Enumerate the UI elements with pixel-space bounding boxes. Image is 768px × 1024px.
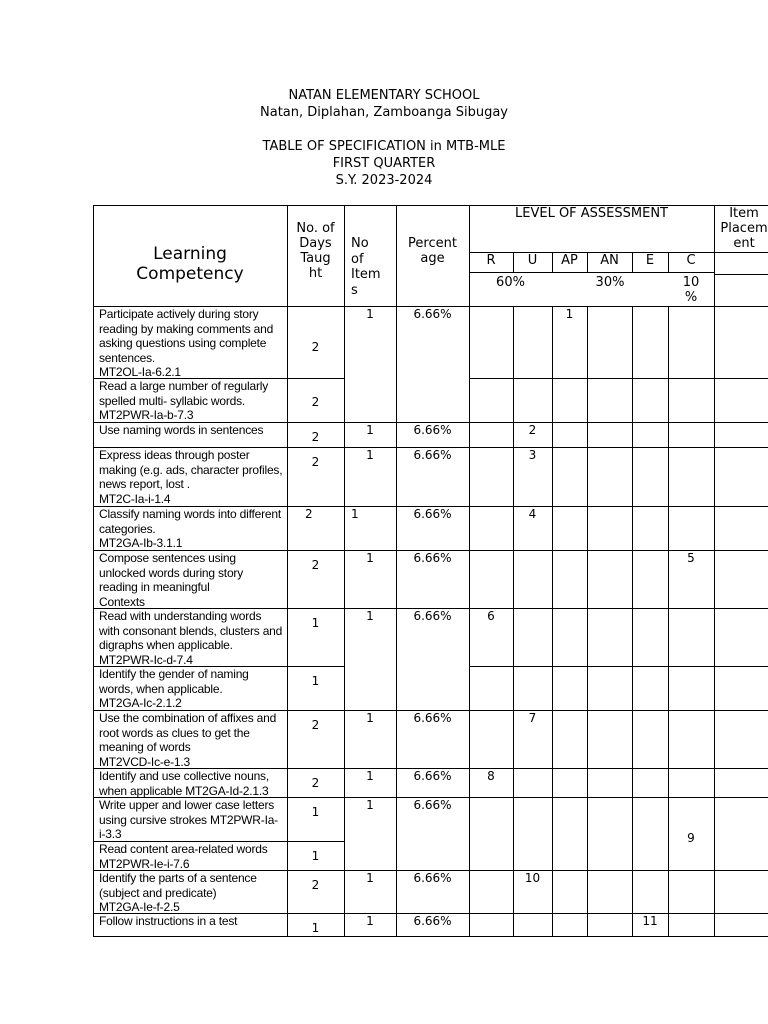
table-grid-line <box>469 447 513 448</box>
table-grid-line <box>632 797 633 842</box>
table-grid-line <box>552 422 553 448</box>
days-cell: 1 <box>311 674 320 688</box>
competency-cell: Identify the gender of naming words, when applicable. MT2GA-Ic-2.1.2 <box>99 667 249 710</box>
table-grid-line <box>513 550 552 551</box>
level-r-header: R <box>486 253 496 268</box>
level-ap-header: AP <box>561 253 578 268</box>
school-address: Natan, Diplahan, Zamboanga Sibugay <box>260 105 508 120</box>
days-cell: 2 <box>311 395 320 409</box>
table-grid-line <box>287 797 344 798</box>
table-grid-line <box>632 422 633 448</box>
weight-remember-understand: 60% <box>496 275 525 290</box>
table-grid-line <box>287 666 344 667</box>
table-grid-line <box>668 506 669 551</box>
table-grid-line <box>632 447 668 448</box>
table-grid-line <box>552 608 587 609</box>
level-an-header: AN <box>600 253 619 268</box>
table-grid-line <box>587 608 588 667</box>
table-grid-line <box>587 666 588 711</box>
days-cell: 2 <box>311 455 320 469</box>
percent-header: Percent age <box>408 236 457 266</box>
items-cell: 1 <box>366 423 374 437</box>
competency-cell: Read content area-related words MT2PWR-Ie-i-7.6 <box>99 842 268 871</box>
percent-cell: 6.66% <box>413 871 452 885</box>
table-grid-line <box>552 447 553 507</box>
table-grid-line <box>287 608 344 609</box>
table-grid-line <box>93 936 768 937</box>
table-grid-line <box>552 378 587 379</box>
items-cell: 1 <box>366 769 374 783</box>
table-grid-line <box>668 447 714 448</box>
table-grid-line <box>587 422 632 423</box>
table-grid-line <box>552 378 553 423</box>
table-grid-line <box>469 870 513 871</box>
level-u-cell: 3 <box>528 448 537 462</box>
table-grid-line <box>587 422 588 448</box>
table-grid-line <box>513 378 552 379</box>
table-grid-line <box>632 608 633 667</box>
weight-apply-analyze: 30% <box>595 275 625 290</box>
table-grid-line <box>632 378 668 379</box>
table-grid-line <box>714 205 715 937</box>
table-grid-line <box>587 550 632 551</box>
table-grid-line <box>714 550 768 551</box>
table-grid-line <box>552 913 553 937</box>
level-c-header: C <box>686 253 696 268</box>
table-grid-line <box>632 608 668 609</box>
competency-cell: Participate actively during story reading by making comments and asking questions using complete sentences. MT2OL-Ia-6.2.1 <box>99 307 274 379</box>
table-grid-line <box>287 841 344 842</box>
days-cell: 2 <box>311 776 320 790</box>
table-grid-line <box>632 422 668 423</box>
percent-cell: 6.66% <box>413 769 452 783</box>
items-cell: 1 <box>366 609 374 623</box>
table-grid-line <box>587 447 632 448</box>
level-e-cell: 11 <box>642 914 658 928</box>
table-grid-line <box>287 378 344 379</box>
table-grid-line <box>587 870 588 914</box>
table-grid-line <box>587 378 632 379</box>
level-u-cell: 10 <box>524 871 541 885</box>
percent-cell: 6.66% <box>413 423 452 437</box>
table-grid-line <box>287 768 344 769</box>
table-grid-line <box>632 768 633 798</box>
percent-cell: 6.66% <box>413 307 452 321</box>
table-grid-line <box>632 870 668 871</box>
table-grid-line <box>587 506 632 507</box>
table-grid-line <box>587 378 588 423</box>
table-grid-line <box>469 506 513 507</box>
percent-cell: 6.66% <box>413 798 452 812</box>
days-cell: 2 <box>311 878 320 892</box>
table-grid-line <box>552 710 587 711</box>
table-grid-line <box>552 447 587 448</box>
percent-cell: 6.66% <box>413 609 452 623</box>
days-cell: 2 <box>311 718 320 732</box>
table-grid-line <box>668 506 714 507</box>
level-header: LEVEL OF ASSESSMENT <box>515 206 668 221</box>
table-grid-line <box>632 447 633 507</box>
table-grid-line <box>668 710 714 711</box>
level-u-cell: 4 <box>528 507 537 521</box>
table-grid-line <box>714 422 768 423</box>
table-grid-line <box>668 608 714 609</box>
table-grid-line <box>632 797 668 798</box>
table-grid-line <box>587 913 632 914</box>
items-cell: 1 <box>366 551 374 565</box>
table-grid-line <box>668 841 669 871</box>
competency-cell: Express ideas through poster making (e.g. ads, character profiles, news report, lost . MT2C-Ia-i-1.4 <box>99 448 283 506</box>
level-u-cell: 7 <box>528 711 537 725</box>
table-grid-line <box>632 378 633 423</box>
table-grid-line <box>668 666 714 667</box>
table-grid-line <box>552 797 587 798</box>
table-grid-line <box>469 272 714 273</box>
table-grid-line <box>668 378 714 379</box>
competency-header: Learning Competency <box>136 244 244 284</box>
level-c-cell: 5 <box>687 551 695 565</box>
days-cell: 1 <box>311 616 320 630</box>
table-grid-line <box>714 447 768 448</box>
table-grid-line <box>668 797 714 798</box>
table-grid-line <box>587 710 632 711</box>
items-cell: 1 <box>366 798 374 812</box>
level-r-cell: 6 <box>487 609 495 623</box>
table-grid-line <box>552 841 553 871</box>
school-year: S.Y. 2023-2024 <box>335 173 433 188</box>
percent-cell: 6.66% <box>413 448 452 462</box>
table-grid-line <box>587 841 588 871</box>
table-grid-line <box>632 550 633 609</box>
days-cell: 2 <box>311 340 320 354</box>
table-grid-line <box>632 666 633 711</box>
competency-cell: Compose sentences using unlocked words during story reading in meaningful Contexts <box>99 551 244 609</box>
table-grid-line <box>587 506 588 551</box>
table-grid-line <box>469 378 513 379</box>
table-grid-line <box>513 608 552 609</box>
items-cell: 1 <box>366 307 374 321</box>
table-grid-line <box>552 422 587 423</box>
table-grid-line <box>714 378 768 379</box>
table-grid-line <box>513 797 552 798</box>
table-grid-line <box>632 710 633 769</box>
table-grid-line <box>632 306 633 379</box>
table-grid-line <box>587 666 632 667</box>
table-grid-line <box>552 550 553 609</box>
table-grid-line <box>552 768 553 798</box>
level-ap-cell: 1 <box>565 307 574 321</box>
placement-header: Item Placem ent <box>720 206 768 251</box>
table-grid-line <box>668 870 669 914</box>
days-header: No. of Days Taug ht <box>296 221 335 281</box>
table-grid-line <box>552 506 553 551</box>
level-u-header: U <box>527 253 538 268</box>
competency-cell: Use the combination of affixes and root words as clues to get the meaning of words MT2VCD-Ic-e-1.3 <box>99 711 277 769</box>
items-cell: 1 <box>351 507 359 521</box>
table-grid-line <box>632 550 668 551</box>
table-grid-line <box>714 797 768 798</box>
table-grid-line <box>668 768 714 769</box>
table-grid-line <box>714 710 768 711</box>
table-grid-line <box>668 447 669 507</box>
table-grid-line <box>287 710 344 711</box>
table-grid-line <box>587 608 632 609</box>
table-grid-line <box>287 550 344 551</box>
level-u-cell: 2 <box>528 423 537 437</box>
days-cell: 1 <box>311 921 320 935</box>
table-grid-line <box>513 797 514 842</box>
table-grid-line <box>714 506 768 507</box>
percent-cell: 6.66% <box>413 551 452 565</box>
table-grid-line <box>714 252 768 253</box>
table-grid-line <box>587 550 588 609</box>
table-grid-line <box>513 608 514 667</box>
level-r-cell: 8 <box>487 769 495 783</box>
days-cell: 1 <box>311 849 320 863</box>
table-grid-line <box>513 666 514 711</box>
quarter-label: FIRST QUARTER <box>332 156 436 171</box>
table-grid-line <box>668 422 714 423</box>
competency-cell: Classify naming words into different categories. MT2GA-Ib-3.1.1 <box>99 507 281 550</box>
items-cell: 1 <box>366 711 374 725</box>
table-grid-line <box>587 797 588 842</box>
table-grid-line <box>714 768 768 769</box>
table-grid-line <box>513 913 552 914</box>
table-grid-line <box>668 768 669 798</box>
items-cell: 1 <box>366 871 374 885</box>
table-grid-line <box>714 608 768 609</box>
table-grid-line <box>469 913 513 914</box>
table-grid-line <box>469 550 513 551</box>
weight-create: 10 % <box>682 275 700 305</box>
table-grid-line <box>668 608 669 667</box>
school-name: NATAN ELEMENTARY SCHOOL <box>288 88 480 103</box>
level-c-cell: 9 <box>687 831 695 845</box>
table-grid-line <box>469 797 513 798</box>
days-cell: 1 <box>311 805 320 819</box>
table-grid-line <box>513 306 514 379</box>
table-grid-line <box>714 666 768 667</box>
table-grid-line <box>668 666 669 711</box>
percent-cell: 6.66% <box>413 507 452 521</box>
table-grid-line <box>513 666 552 667</box>
table-grid-line <box>668 710 669 769</box>
percent-cell: 6.66% <box>413 914 452 928</box>
days-cell: 2 <box>305 507 313 521</box>
table-grid-line <box>287 447 344 448</box>
table-grid-line <box>632 710 668 711</box>
table-grid-line <box>513 768 514 798</box>
table-grid-line <box>513 913 514 937</box>
table-grid-line <box>552 666 587 667</box>
table-grid-line <box>93 205 94 937</box>
table-grid-line <box>632 768 668 769</box>
table-grid-line <box>714 913 768 914</box>
competency-cell: Identify and use collective nouns, when applicable MT2GA-Id-2.1.3 <box>99 769 269 798</box>
competency-cell: Read a large number of regularly spelled multi- syllabic words. MT2PWR-Ia-b-7.3 <box>99 379 269 422</box>
table-grid-line <box>632 506 668 507</box>
table-grid-line <box>587 306 588 379</box>
competency-cell: Write upper and lower case letters using cursive strokes MT2PWR-Ia-i-3.3 <box>99 798 278 841</box>
table-grid-line <box>287 422 344 423</box>
items-cell: 1 <box>366 914 374 928</box>
table-grid-line <box>552 797 553 842</box>
competency-cell: Identify the parts of a sentence (subject and predicate) MT2GA-Ie-f-2.5 <box>99 871 257 914</box>
table-grid-line <box>668 378 669 423</box>
table-grid-line <box>714 870 768 871</box>
table-grid-line <box>469 710 513 711</box>
table-grid-line <box>668 306 669 379</box>
table-grid-line <box>552 870 587 871</box>
table-grid-line <box>587 768 588 798</box>
competency-cell: Follow instructions in a test <box>99 914 238 928</box>
table-grid-line <box>287 913 344 914</box>
table-grid-line <box>587 768 632 769</box>
days-cell: 2 <box>311 558 320 572</box>
table-grid-line <box>632 506 633 551</box>
table-grid-line <box>587 870 632 871</box>
table-grid-line <box>287 870 344 871</box>
table-grid-line <box>632 666 668 667</box>
table-grid-line <box>587 447 588 507</box>
table-grid-line <box>552 666 553 711</box>
table-grid-line <box>552 870 553 914</box>
table-grid-line <box>469 205 470 937</box>
table-grid-line <box>513 841 514 871</box>
table-grid-line <box>668 422 669 448</box>
items-header: No of Item s <box>351 236 381 298</box>
table-grid-line <box>668 913 669 937</box>
table-grid-line <box>552 913 587 914</box>
document-title: TABLE OF SPECIFICATION in MTB-MLE <box>262 139 506 154</box>
table-grid-line <box>552 608 553 667</box>
competency-cell: Use naming words in sentences <box>99 423 264 437</box>
table-grid-line <box>552 768 587 769</box>
table-grid-line <box>632 870 633 914</box>
table-grid-line <box>469 666 513 667</box>
table-grid-line <box>668 913 714 914</box>
table-grid-line <box>587 913 588 937</box>
table-grid-line <box>469 422 513 423</box>
table-grid-line <box>587 710 588 769</box>
table-grid-line <box>587 797 632 798</box>
table-grid-line <box>552 710 553 769</box>
table-grid-line <box>552 506 587 507</box>
table-grid-line <box>513 550 514 609</box>
items-cell: 1 <box>366 448 374 462</box>
table-grid-line <box>552 550 587 551</box>
table-grid-line <box>668 870 714 871</box>
percent-cell: 6.66% <box>413 711 452 725</box>
days-cell: 2 <box>311 430 320 444</box>
table-grid-line <box>714 274 768 275</box>
table-grid-line <box>632 841 633 871</box>
level-e-header: E <box>645 253 655 268</box>
table-grid-line <box>513 768 552 769</box>
table-grid-line <box>513 378 514 423</box>
competency-cell: Read with understanding words with consonant blends, clusters and digraphs when applicable. MT2PWR-Ic-d-7.4 <box>99 609 283 667</box>
